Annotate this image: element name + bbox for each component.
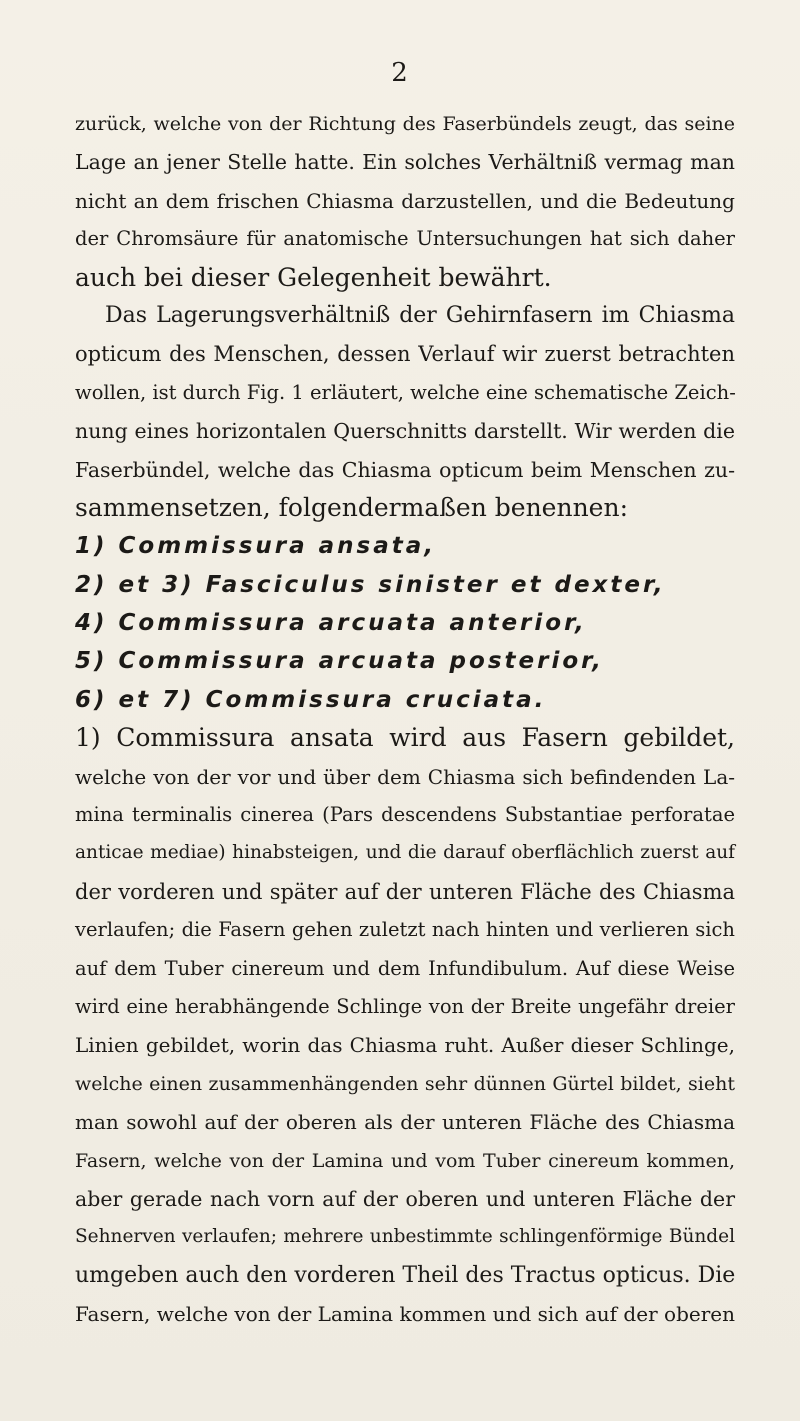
list-item: 2) et 3) Fasciculus sinister et dexter,: [75, 571, 666, 598]
text-line: Lage an jener Stelle hatte. Ein solches Verhältniß vermag man: [75, 150, 735, 175]
text-line: verlaufen; die Fasern gehen zuletzt nach hinten und verlieren sich: [75, 918, 735, 942]
text-line: zurück, welche von der Richtung des Faserbündels zeugt, das seine: [75, 113, 735, 135]
section-heading-line: 1) Commissura ansata wird aus Fasern gebildet,: [75, 723, 735, 753]
body-text: [75, 105, 735, 1334]
text-line: Faserbündel, welche das Chiasma opticum beim Menschen zu-: [75, 457, 735, 482]
text-line: sammensetzen, folgendermaßen benennen:: [75, 492, 628, 522]
text-line: auf dem Tuber cinereum und dem Infundibulum. Auf diese Weise: [75, 956, 735, 980]
text-line: der Chromsäure für anatomische Untersuchungen hat sich daher: [75, 227, 735, 251]
text-line: Sehnerven verlaufen; mehrere unbestimmte schlingenförmige Bündel: [75, 1226, 735, 1248]
list-item: 4) Commissura arcuata anterior,: [75, 610, 587, 637]
text-line: der vorderen und später auf der unteren Fläche des Chiasma: [75, 879, 735, 904]
text-line: nung eines horizontalen Querschnitts darstellt. Wir werden die: [75, 419, 735, 444]
text-line: wollen, ist durch Fig. 1 erläutert, welche eine schematische Zeich-: [75, 380, 736, 404]
text-line: aber gerade nach vorn auf der oberen und unteren Fläche der: [75, 1186, 735, 1211]
text-line: opticum des Menschen, dessen Verlauf wir zuerst betrachten: [75, 342, 735, 367]
text-line: anticae mediae) hinabsteigen, und die darauf oberflächlich zuerst auf: [75, 842, 735, 864]
text-line: mina terminalis cinerea (Pars descendens Substantiae perforatae: [75, 803, 735, 827]
text-line: welche einen zusammenhängenden sehr dünnen Gürtel bildet, sieht: [75, 1072, 735, 1095]
text-line: auch bei dieser Gelegenheit bewährt.: [75, 262, 552, 292]
text-line: wird eine herabhängende Schlinge von der Breite ungefähr dreier: [75, 994, 735, 1018]
text-line: Das Lagerungsverhältniß der Gehirnfasern im Chiasma: [105, 302, 735, 328]
text-line: welche von der vor und über dem Chiasma sich befindenden La-: [75, 764, 735, 789]
page-number: 2: [391, 58, 409, 88]
text-line: umgeben auch den vorderen Theil des Tractus opticus. Die: [75, 1262, 736, 1288]
list-item: 6) et 7) Commissura cruciata.: [75, 686, 547, 713]
text-line: Fasern, welche von der Lamina kommen und sich auf der oberen: [75, 1302, 735, 1327]
text-line: man sowohl auf der oberen als der unteren Fläche des Chiasma: [75, 1110, 735, 1135]
text-line: nicht an dem frischen Chiasma darzustellen, und die Bedeutung: [75, 188, 735, 213]
list-item: 1) Commissura ansata,: [75, 533, 437, 560]
list-item: 5) Commissura arcuata posterior,: [75, 648, 604, 675]
text-line: Linien gebildet, worin das Chiasma ruht. Außer dieser Schlinge,: [75, 1033, 735, 1058]
text-line: Fasern, welche von der Lamina und vom Tuber cinereum kommen,: [75, 1149, 735, 1172]
